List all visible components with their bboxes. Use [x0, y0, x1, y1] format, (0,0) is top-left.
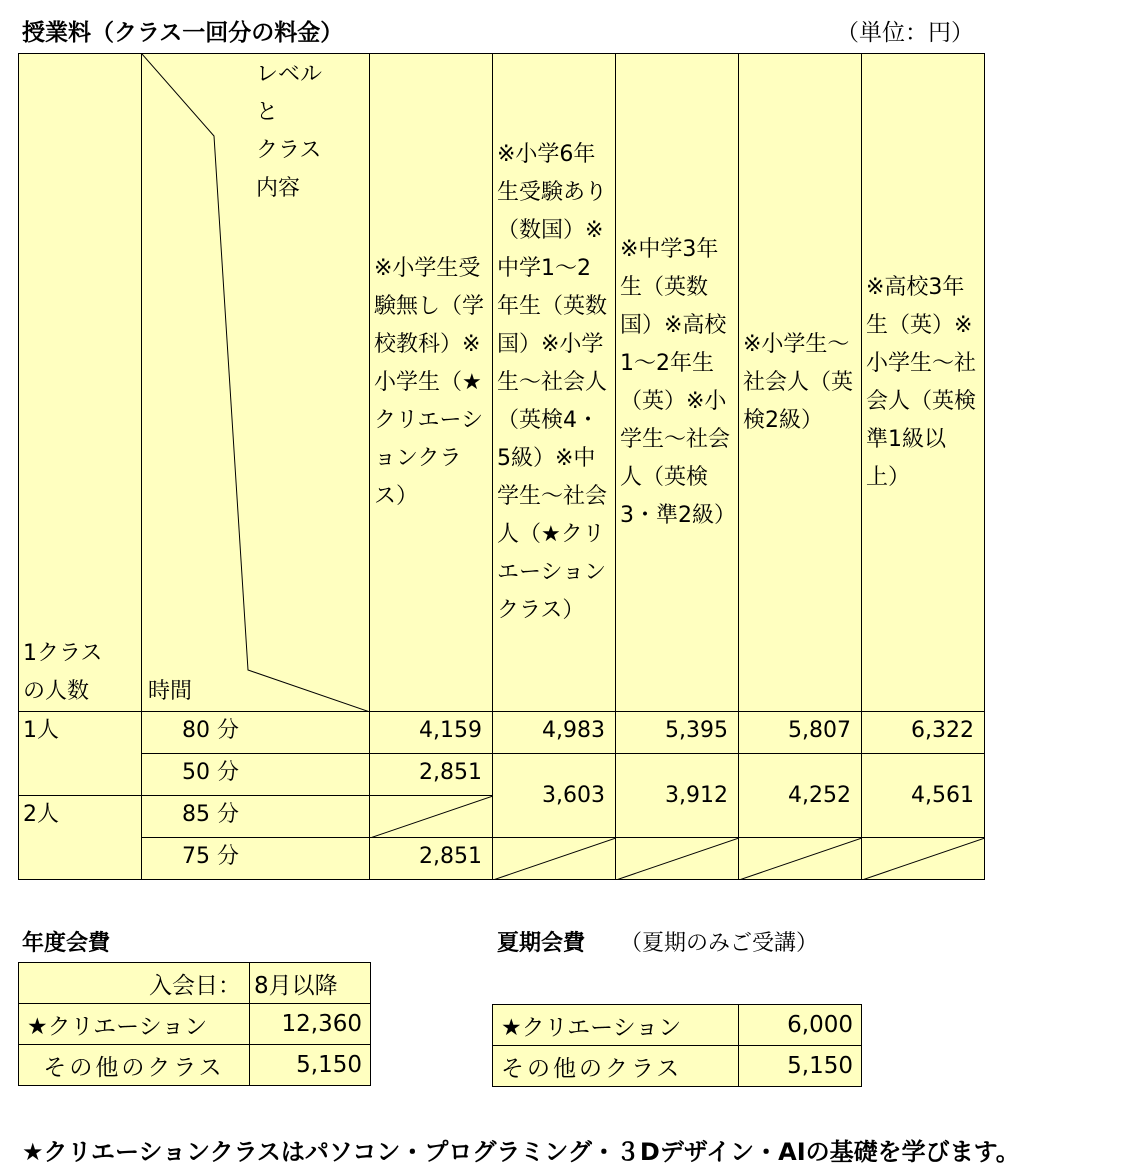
annual-fee-heading: 年度会費	[22, 931, 111, 956]
empty-r4-c3	[616, 838, 739, 880]
annual-fee-table	[18, 962, 371, 1086]
level-header-line3: クラス	[256, 138, 322, 163]
people-header-line2: の人数	[23, 679, 90, 704]
footer-note: ★クリエーションクラスはパソコン・プログラミング・３Dデザイン・AIの基礎を学びます。	[22, 1138, 1020, 1166]
tuition-table	[18, 53, 985, 880]
people-header-line1: 1クラス	[23, 641, 103, 666]
level-header-line4: 内容	[256, 176, 301, 201]
empty-slash	[493, 838, 616, 880]
time-80: 80 分	[142, 712, 370, 754]
level-col-2	[493, 54, 616, 712]
annual-other-price: 5,150	[250, 1045, 371, 1086]
price-r1-c3: 5,395	[616, 712, 739, 754]
join-date-label: 入会日：	[19, 963, 250, 1004]
level-header-text	[256, 56, 322, 208]
level-col-3-text: ※中学3年生（英数国）※高校1～2年生（英）※小学生～社会人（英検3・準2級）	[620, 236, 736, 528]
empty-slash	[616, 838, 739, 880]
time-50: 50 分	[142, 754, 370, 796]
empty-r4-c5	[862, 838, 985, 880]
level-col-3	[616, 54, 739, 712]
price-r1-c2: 4,983	[493, 712, 616, 754]
annual-creation-label: ★クリエーション	[19, 1004, 250, 1045]
summer-creation-label: ★クリエーション	[493, 1005, 739, 1046]
price-r4-c1: 2,851	[370, 838, 493, 880]
time-header: 時間	[148, 679, 193, 704]
empty-r4-c4	[739, 838, 862, 880]
price-r1-c4: 5,807	[739, 712, 862, 754]
summer-fee-table	[492, 1004, 862, 1087]
annual-creation-price: 12,360	[250, 1004, 371, 1045]
price-r1-c1: 4,159	[370, 712, 493, 754]
empty-r3-c1	[370, 796, 493, 838]
time-75: 75 分	[142, 838, 370, 880]
price-r1-c5: 6,322	[862, 712, 985, 754]
level-col-4	[739, 54, 862, 712]
annual-other-label: その他のクラス	[19, 1045, 250, 1086]
level-col-2-text: ※小学6年生受験あり（数国）※中学1～2年生（英数国）※小学生～社会人（英検4・5級）※中学生～社会人（★クリエーションクラス）	[497, 141, 608, 623]
people-header-cell	[19, 54, 142, 712]
empty-r4-c2	[493, 838, 616, 880]
price-merged-c5: 4,561	[862, 754, 985, 838]
summer-other-price: 5,150	[739, 1046, 862, 1087]
summer-fee-note: （夏期のみご受講）	[620, 931, 819, 956]
people-2: 2人	[19, 796, 142, 880]
people-1: 1人	[19, 712, 142, 796]
level-header-line2: と	[256, 100, 279, 125]
corner-cell	[142, 54, 370, 712]
empty-slash	[370, 796, 493, 838]
time-85: 85 分	[142, 796, 370, 838]
summer-fee-heading: 夏期会費	[497, 931, 586, 956]
summer-creation-price: 6,000	[739, 1005, 862, 1046]
level-col-4-text: ※小学生～社会人（英検2級）	[743, 331, 854, 433]
price-r2-c1: 2,851	[370, 754, 493, 796]
level-col-5-text: ※高校3年生（英）※小学生～社会人（英検準1級以上）	[866, 274, 977, 490]
page-title: 授業料（クラス一回分の料金）	[22, 20, 344, 46]
unit-label: （単位：円）	[836, 20, 974, 46]
price-merged-c3: 3,912	[616, 754, 739, 838]
level-header-line1: レベル	[256, 62, 323, 87]
summer-other-label: その他のクラス	[493, 1046, 739, 1087]
level-col-1-text: ※小学生受験無し（学校教科）※小学生（★クリエーションクラス）	[374, 255, 485, 509]
empty-slash	[862, 838, 985, 880]
level-col-1	[370, 54, 493, 712]
price-merged-c2: 3,603	[493, 754, 616, 838]
empty-slash	[739, 838, 862, 880]
join-date-value: 8月以降	[250, 963, 371, 1004]
price-merged-c4: 4,252	[739, 754, 862, 838]
level-col-5	[862, 54, 985, 712]
